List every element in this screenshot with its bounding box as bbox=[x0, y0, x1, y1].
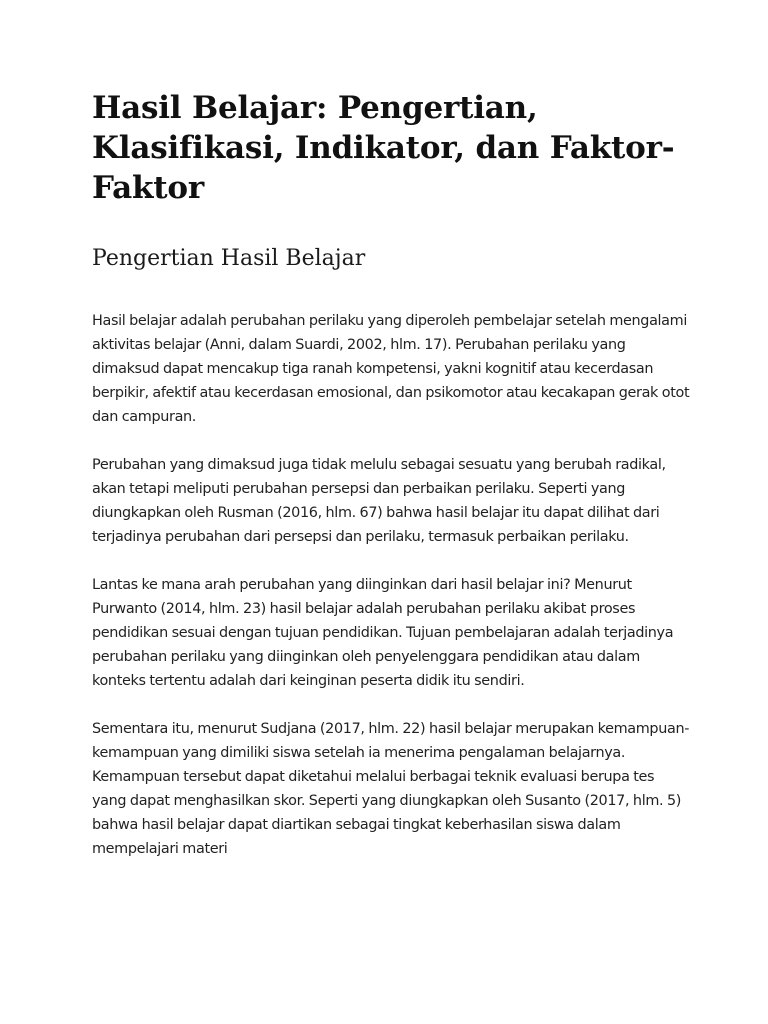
paragraph-2: Perubahan yang dimaksud juga tidak melulu sebagai sesuatu yang berubah radikal, akan tetapi meliputi perubahan persepsi dan perbaikan perilaku. Seperti yang diungkapkan oleh Rusman (2016, hlm. 67) bahwa hasil belajar itu dapat dilihat dari terjadinya perubahan dari persepsi dan perilaku, termasuk perbaikan perilaku. bbox=[92, 457, 666, 545]
paragraph-4: Sementara itu, menurut Sudjana (2017, hlm. 22) hasil belajar merupakan kemampuan-kemampuan yang dimiliki siswa setelah ia menerima pengalaman belajarnya. Kemampuan tersebut dapat diketahui melalui berbagai teknik evaluasi berupa tes yang dapat menghasilkan skor. Seperti yang diungkapkan oleh Susanto (2017, hlm. 5) bahwa hasil belajar dapat diartikan sebagai tingkat keberhasilan siswa dalam mempelajari materi bbox=[92, 721, 690, 857]
paragraph-3: Lantas ke mana arah perubahan yang diinginkan dari hasil belajar ini? Menurut Purwanto (2014, hlm. 23) hasil belajar adalah perubahan perilaku akibat proses pendidikan sesuai dengan tujuan pendidikan. Tujuan pembelajaran adalah terjadinya perubahan perilaku yang diinginkan oleh penyelenggara pendidikan atau dalam konteks tertentu adalah dari keinginan peserta didik itu sendiri. bbox=[92, 577, 674, 689]
paragraph-1: Hasil belajar adalah perubahan perilaku yang diperoleh pembelajar setelah mengalami aktivitas belajar (Anni, dalam Suardi, 2002, hlm. 17). Perubahan perilaku yang dimaksud dapat mencakup tiga ranah kompetensi, yakni kognitif atau kecerdasan berpikir, afektif atau kecerdasan emosional, dan psikomotor atau kecakapan gerak otot dan campuran. bbox=[92, 313, 690, 425]
document-page bbox=[92, 88, 692, 861]
document-title: Hasil Belajar: Pengertian, Klasifikasi, Indikator, dan Faktor-Faktor bbox=[92, 90, 675, 206]
section-heading: Pengertian Hasil Belajar bbox=[92, 246, 366, 271]
